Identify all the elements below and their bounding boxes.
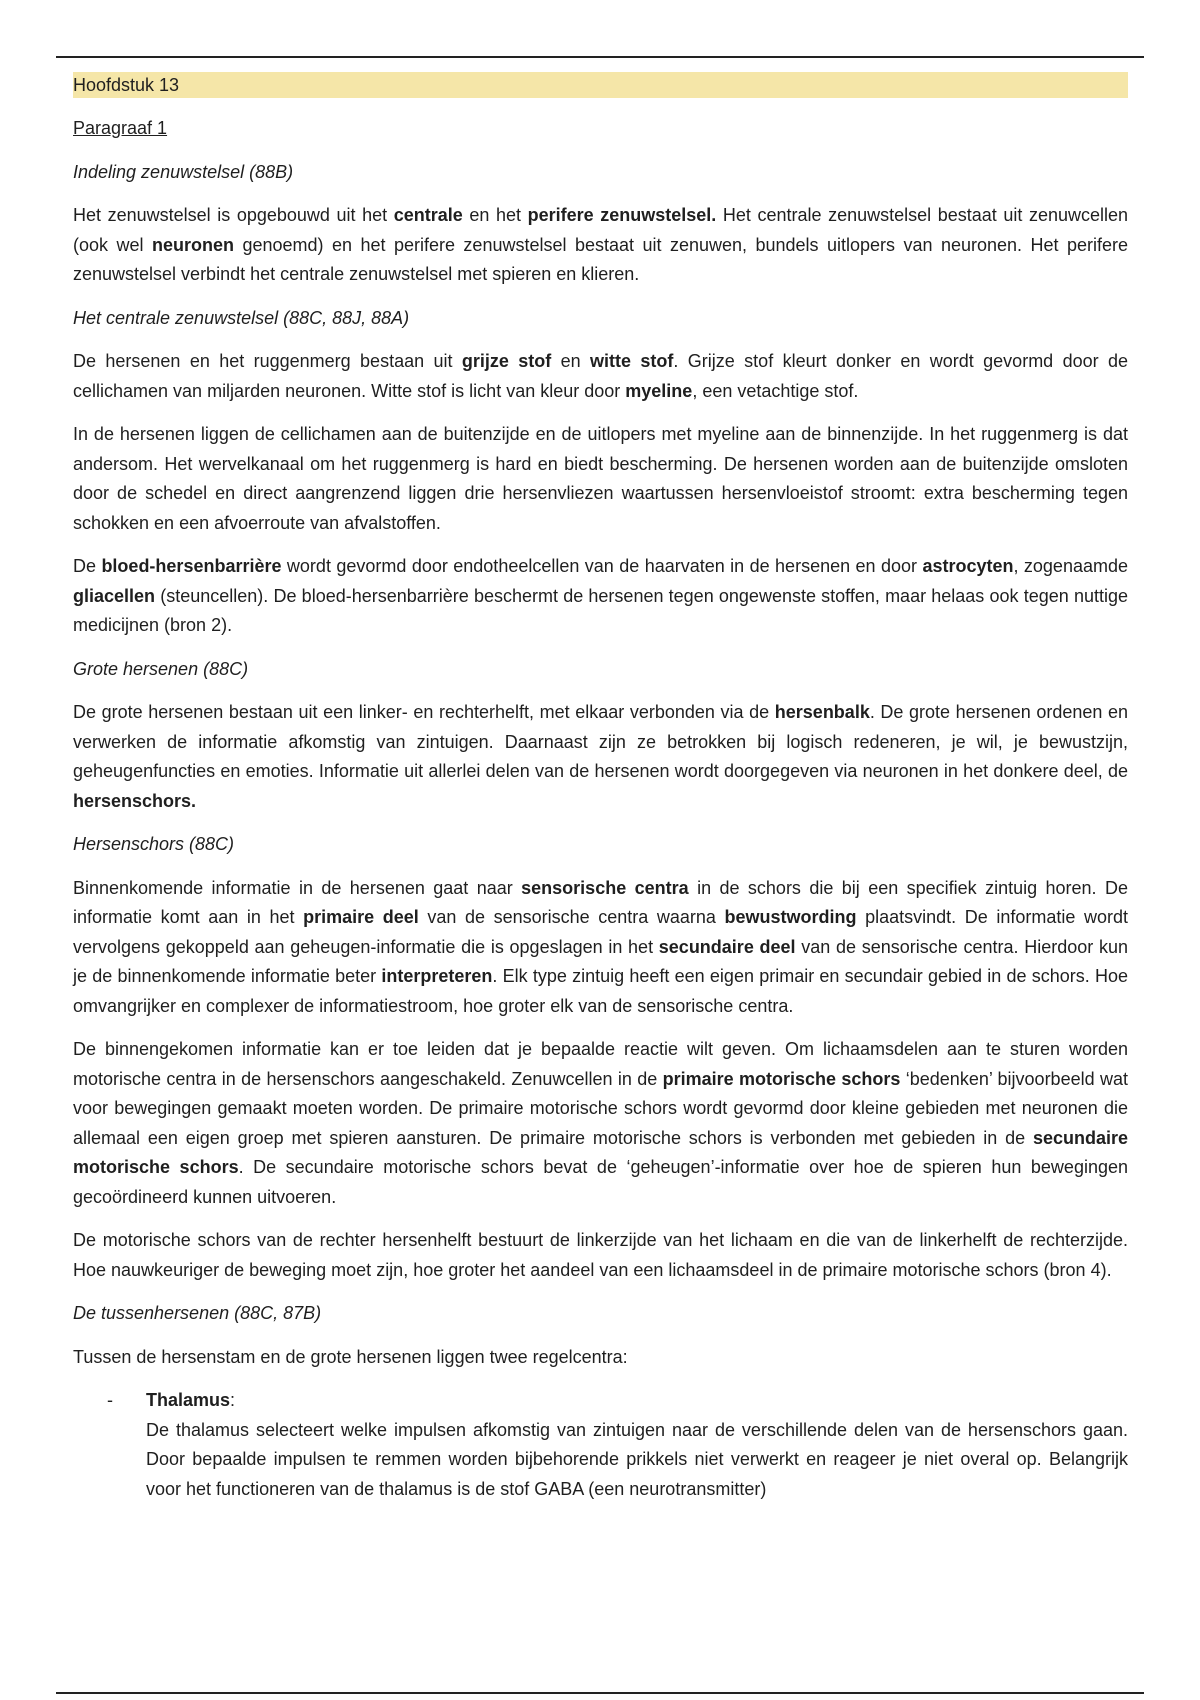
section-title-indeling: Indeling zenuwstelsel (88B) [73,161,294,182]
section-title-hersenschors: Hersenschors (88C) [73,834,235,854]
paragraph-sensorisch: Binnenkomende informatie in de hersenen gaat naar sensorische centra in de schors die bij een specifiek zintuig horen. De informatie komt aan in het primaire deel van de sensorische centra waarna bewustwording plaatsvindt. De informatie wordt vervolgens gekoppeld aan geheugen-informatie die is opgeslagen in het secundaire deel van de sensorische centra. Hierdoor kun je de binnenkomende informatie beter interpreteren. Elk type zintuig heeft een eigen primair en secundair gebied in de schors. Hoe omvangrijker en complexer de informatiestroom, hoe groter elk van de sensorische centra. [73,877,1129,1016]
paragraph-heading: Paragraaf 1 [73,118,168,138]
paragraph-indeling: Het zenuwstelsel is opgebouwd uit het centrale en het perifere zenuwstelsel. Het centrale zenuwstelsel bestaat uit zenuwcellen (ook wel neuronen genoemd) en het perifere zenuwstelsel bestaat uit zenuwen, bundels uitlopers van neuronen. Het perifere zenuwstelsel verbindt het centrale zenuwstelsel met spieren en klieren. [73,205,1129,284]
bullet-dash: - [107,1390,113,1410]
list-item-thalamus: - Thalamus: De thalamus selecteert welke impulsen afkomstig van zintuigen naar de verschillende delen van de hersenschors gaan. Door bepaalde impulsen te remmen worden bijbehorende prikkels niet verwerkt en reageer je niet overal op. Belangrijk voor het functioneren van de thalamus is de stof GABA (een neurotransmitter) [73,1386,1128,1504]
section-title-centrale: Het centrale zenuwstelsel (88C, 88J, 88A) [73,307,410,328]
chapter-heading: Hoofdstuk 13 [73,72,1128,98]
paragraph-stof: De hersenen en het ruggenmerg bestaan uit grijze stof en witte stof. Grijze stof kleurt donker en wordt gevormd door de cellichamen van miljarden neuronen. Witte stof is licht van kleur door myeline, een vetachtige stof. [73,351,1128,401]
bottom-rule [56,1692,1144,1694]
paragraph-bescherming: In de hersenen liggen de cellichamen aan de buitenzijde en de uitlopers met myeline aan de binnenzijde. In het ruggenmerg is dat andersom. Het wervelkanaal om het ruggenmerg is hard en biedt bescherming. De hersenen worden aan de buitenzijde omsloten door de schedel en direct aangrenzend liggen drie hersenvliezen waartussen hersenvloeistof stroomt: extra bescherming tegen schokken en een afvoerroute van afvalstoffen. [73,424,1128,533]
regelcentra-list [73,1386,1128,1504]
thalamus-description: De thalamus selecteert welke impulsen afkomstig van zintuigen naar de verschillende delen van de hersenschors gaan. Door bepaalde impulsen te remmen worden bijbehorende prikkels niet verwerkt en reageer je niet overal op. Belangrijk voor het functioneren van de thalamus is de stof GABA (een neurotransmitter) [146,1419,1128,1499]
section-title-tussenhersenen: De tussenhersenen (88C, 87B) [73,1303,322,1323]
paragraph-motorisch: De binnengekomen informatie kan er toe leiden dat je bepaalde reactie wilt geven. Om lichaamsdelen aan te sturen worden motorische centra in de hersenschors aangeschakeld. Zenuwcellen in de primaire motorische schors ‘bedenken’ bijvoorbeeld wat voor bewegingen gemaakt moeten worden. De primaire motorische schors wordt gevormd door kleine gebieden met neuronen die allemaal een eigen groep met spieren aansturen. De primaire motorische schors is verbonden met gebieden in de secundaire motorische schors. De secundaire motorische schors bevat de ‘geheugen’-informatie over hoe de spieren hun bewegingen gecoördineerd kunnen uitvoeren. [73,1039,1128,1207]
term-thalamus: Thalamus [146,1390,231,1410]
paragraph-barriere: De bloed-hersenbarrière wordt gevormd door endotheelcellen van de haarvaten in de hersenen en door astrocyten, zogenaamde gliacellen (steuncellen). De bloed-hersenbarrière beschermt de hersenen tegen ongewenste stoffen, maar helaas ook tegen nuttige medicijnen (bron 2). [73,556,1128,635]
paragraph-grote-hersenen: De grote hersenen bestaan uit een linker- en rechterhelft, met elkaar verbonden via de hersenbalk. De grote hersenen ordenen en verwerken de informatie afkomstig van zintuigen. Daarnaast zijn ze betrokken bij logisch redeneren, je wil, je bewustzijn, geheugenfuncties en emoties. Informatie uit allerlei delen van de hersenen wordt doorgegeven via neuronen in het donkere deel, de hersenschors. [73,702,1128,811]
section-title-grote-hersenen: Grote hersenen (88C) [73,658,249,679]
paragraph-hersenhelft: De motorische schors van de rechter hersenhelft bestuurt de linkerzijde van het lichaam en die van de linkerhelft de rechterzijde. Hoe nauwkeuriger de beweging moet zijn, hoe groter het aandeel van een lichaamsdeel in de primaire motorische schors (bron 4). [73,1230,1128,1280]
document-body [73,72,1128,1504]
paragraph-regelcentra: Tussen de hersenstam en de grote hersenen liggen twee regelcentra: [73,1346,628,1367]
top-rule [56,56,1144,58]
